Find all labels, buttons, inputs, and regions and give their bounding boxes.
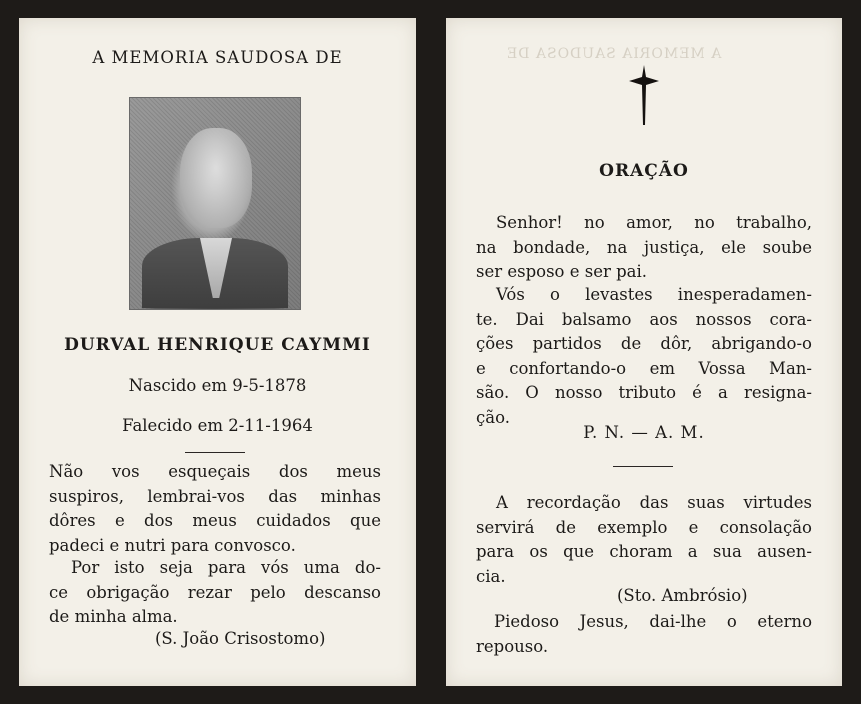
pater-noster-ave-maria: P. N. — A. M. bbox=[583, 423, 705, 442]
text-line: repouso. bbox=[476, 636, 549, 656]
text-line: te. Dai balsamo aos nossos cora- bbox=[476, 309, 812, 329]
text-line: dôres e dos meus cuidados que bbox=[49, 511, 381, 530]
text-line: A recordação das suas virtudes bbox=[496, 493, 812, 512]
text-line: ce obrigação rezar pelo descanso bbox=[49, 582, 381, 602]
remembrance-attribution: (Sto. Ambrósio) bbox=[617, 586, 748, 605]
text-line: ção. bbox=[476, 407, 510, 427]
text-line: Piedoso Jesus, dai-lhe o eterno bbox=[494, 612, 812, 631]
text-line: ser esposo e ser pai. bbox=[476, 262, 648, 281]
quote-attribution: (S. João Crisostomo) bbox=[155, 629, 326, 648]
divider bbox=[185, 452, 245, 453]
portrait-photo bbox=[129, 97, 301, 310]
text-line: ções partidos de dôr, abrigando-o bbox=[476, 334, 812, 353]
text-line: Por isto seja para vós uma do- bbox=[71, 558, 381, 577]
quote-paragraph-1 bbox=[49, 460, 381, 558]
text-line: padeci e nutri para convosco. bbox=[49, 535, 296, 555]
prayer-title: ORAÇÃO bbox=[599, 161, 689, 181]
quote-paragraph-2 bbox=[49, 556, 381, 630]
text-line: na bondade, na justiça, ele soube bbox=[476, 237, 812, 257]
remembrance-paragraph bbox=[476, 491, 812, 589]
memorial-card-right bbox=[446, 18, 842, 686]
text-line: são. O nosso tributo é a resigna- bbox=[476, 383, 812, 402]
text-line: para os que choram a sua ausen- bbox=[476, 542, 812, 561]
prayer-paragraph-1 bbox=[476, 211, 812, 285]
text-line: servirá de exemplo e consolação bbox=[476, 517, 812, 537]
prayer-paragraph-2 bbox=[476, 283, 812, 430]
death-date: Falecido em 2-11-1964 bbox=[122, 416, 313, 435]
text-line: e confortando-o em Vossa Man- bbox=[476, 358, 812, 378]
memorial-card-left bbox=[19, 18, 416, 686]
text-line: suspiros, lembrai-vos das minhas bbox=[49, 486, 381, 506]
divider bbox=[613, 466, 673, 467]
text-line: de minha alma. bbox=[49, 607, 178, 626]
memorial-header: A MEMORIA SAUDOSA DE bbox=[92, 48, 343, 67]
final-prayer bbox=[476, 610, 812, 659]
deceased-name: DURVAL HENRIQUE CAYMMI bbox=[64, 335, 371, 355]
portrait-face bbox=[180, 128, 252, 228]
cross-icon bbox=[626, 63, 662, 127]
text-line: cia. bbox=[476, 566, 506, 586]
text-line: Senhor! no amor, no trabalho, bbox=[496, 213, 812, 232]
birth-date: Nascido em 9-5-1878 bbox=[128, 376, 307, 395]
text-line: Não vos esqueçais dos meus bbox=[49, 462, 381, 481]
show-through-text: A MEMORIA SAUDOSA DE bbox=[506, 46, 722, 62]
text-line: Vós o levastes inesperadamen- bbox=[496, 285, 812, 304]
